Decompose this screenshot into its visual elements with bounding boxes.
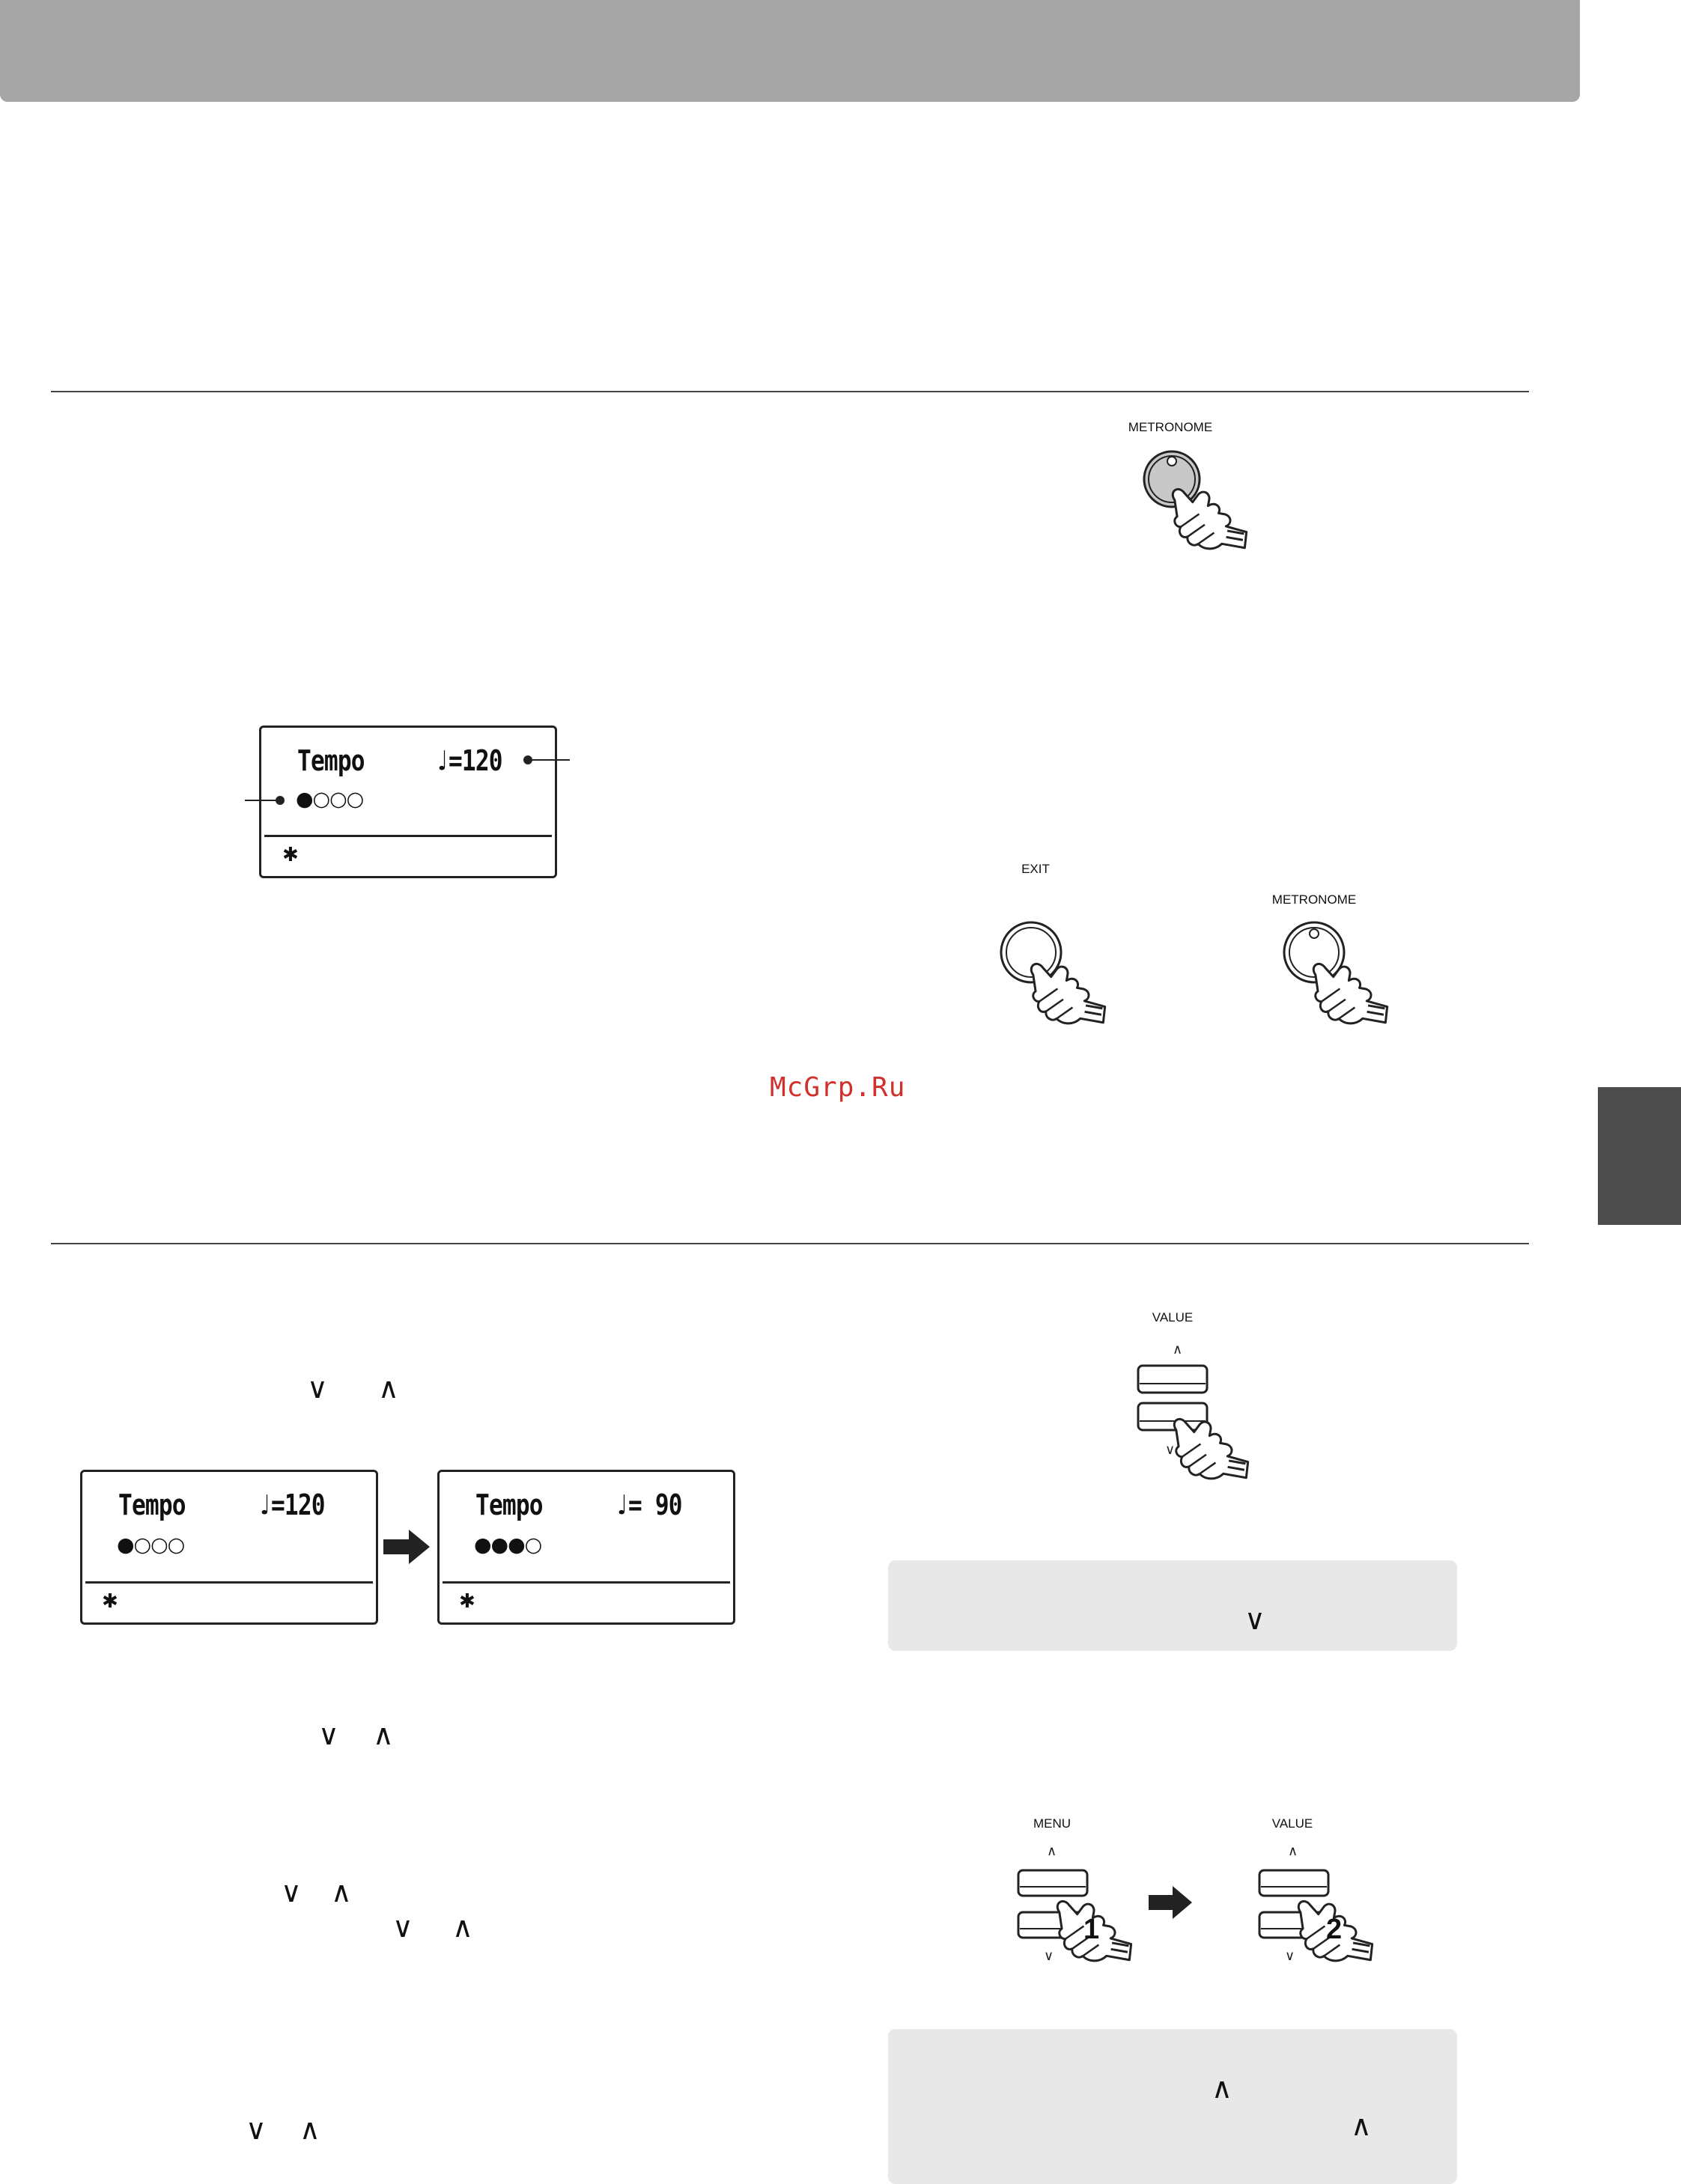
lcd-beat-indicator: ●●●○ [474, 1533, 542, 1557]
section-divider-2 [51, 1243, 1529, 1244]
arrow-right-icon [1149, 1886, 1194, 1919]
value-down-glyph: ∨ [307, 1372, 328, 1405]
lcd-display-tempo-before [80, 1470, 378, 1625]
value-buttons-press-illustration [1131, 1340, 1280, 1520]
note-up-glyph: ∧ [1212, 2072, 1232, 2105]
menu-button-label: MENU [1033, 1816, 1071, 1831]
step-number-2: 2 [1326, 1914, 1343, 1945]
step-number-1: 1 [1083, 1914, 1100, 1945]
menu-up-glyph: ∧ [331, 1876, 352, 1908]
value-up-glyph-4: ∧ [300, 2113, 320, 2146]
lcd-beat-indicator: ●○○○ [117, 1533, 185, 1557]
metronome-button-label: METRONOME [1128, 420, 1213, 434]
lcd-beat-indicator: ●○○○ [296, 788, 364, 811]
metronome-button-label-2: METRONOME [1271, 892, 1357, 907]
menu-down-glyph: ∨ [281, 1876, 302, 1908]
metronome-button-press-illustration-2 [1273, 913, 1385, 1056]
value-button-label: VALUE [1152, 1310, 1194, 1324]
bluetooth-icon: ✱ [459, 1590, 475, 1613]
lcd-callout-lines [243, 749, 580, 824]
note-down-glyph: ∨ [1244, 1603, 1265, 1636]
svg-text:∨: ∨ [1044, 1948, 1054, 1964]
lcd-title: Tempo [118, 1488, 186, 1521]
bluetooth-icon: ✱ [102, 1590, 118, 1613]
value-up-glyph-3: ∧ [452, 1911, 473, 1944]
value-button-label-2: VALUE [1271, 1816, 1313, 1831]
value-down-glyph-4: ∨ [246, 2113, 267, 2146]
lcd-title: Tempo [297, 744, 365, 777]
note-box-2 [888, 2029, 1457, 2184]
note-up-glyph-2: ∧ [1351, 2109, 1372, 2142]
watermark-text: McGrp.Ru [770, 1072, 906, 1103]
lcd-title: Tempo [475, 1488, 543, 1521]
value-up-glyph: ∧ [378, 1372, 399, 1405]
lcd-separator [443, 1581, 730, 1584]
svg-text:∨: ∨ [1285, 1948, 1295, 1964]
exit-button-label: EXIT [1021, 862, 1050, 876]
lcd-tempo-value: ♩=120 [435, 744, 502, 777]
lcd-display-tempo-after [437, 1470, 735, 1625]
section-divider-1 [51, 391, 1529, 392]
lcd-separator [264, 835, 552, 837]
chapter-header-bar [0, 0, 1580, 102]
value-down-mark: ∨ [1165, 1442, 1176, 1458]
svg-text:∧: ∧ [1288, 1843, 1298, 1859]
value-down-glyph-3: ∨ [392, 1911, 413, 1944]
lcd-separator [85, 1581, 373, 1584]
value-up-glyph-2: ∧ [373, 1718, 394, 1751]
arrow-right-icon [383, 1530, 431, 1564]
value-up-mark: ∧ [1173, 1342, 1183, 1357]
value-down-glyph-2: ∨ [318, 1718, 339, 1751]
note-box-1 [888, 1560, 1457, 1651]
bluetooth-icon: ✱ [282, 844, 299, 866]
chapter-side-tab [1598, 1087, 1681, 1225]
exit-button-press-illustration [992, 913, 1104, 1056]
metronome-button-press-illustration [1131, 442, 1243, 584]
lcd-tempo-value: ♩= 90 [615, 1488, 682, 1521]
lcd-tempo-value: ♩=120 [258, 1488, 325, 1521]
svg-text:∧: ∧ [1047, 1843, 1057, 1859]
